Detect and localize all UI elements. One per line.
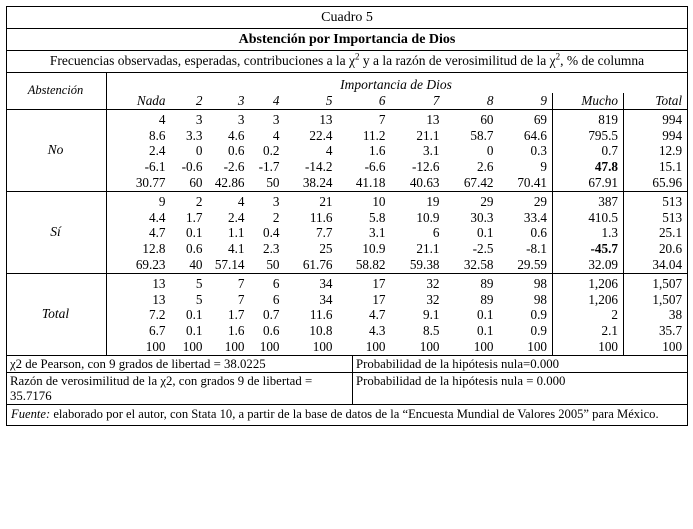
table-cell: 21.1 [416,127,440,143]
table-cell: 30.3 [470,209,494,225]
table-cell: 410.5 [553,210,624,226]
table-cell: 25 [319,241,333,257]
table-cell: 3.1 [423,143,440,159]
table-cell: 34 [319,291,333,307]
table-cell: 0.6 [228,143,245,159]
table-cell: 12.9 [624,143,688,159]
column-header-10: Mucho [553,93,624,109]
table-cell: 4 [158,111,166,127]
table-row [7,109,688,127]
table-cell: 387 [553,191,624,209]
table-cell: 2.1 [553,323,624,339]
table-cell: -2.5 [472,241,494,257]
table-cell: 6.7 [149,323,166,339]
table-cell: 4.7 [149,225,166,241]
table-row [7,225,688,241]
table-cell: 40 [171,257,208,273]
table-cell: 60 [171,175,208,191]
table-cell: 13 [152,291,166,307]
table-cell: 5 [195,275,203,291]
table-cell: 58.7 [470,127,494,143]
table-cell: 9 [540,159,547,175]
table-cell: 2 [553,307,624,323]
table-cell: -2.6 [223,159,245,175]
column-header-11: Total [624,93,688,109]
table-cell: 1,206 [553,273,624,291]
table-cell: 0.7 [553,143,624,159]
table-cell: 98 [533,291,547,307]
table-cell: 1.7 [186,209,203,225]
table-cell: 21 [319,193,333,209]
table-cell: 38 [624,307,688,323]
table-cell: 40.63 [391,175,445,191]
table-cell: 0.9 [530,323,547,339]
footnote-label: Fuente: [11,407,51,422]
table-cell: 5.8 [369,209,386,225]
table-cell: 34.04 [624,257,688,273]
stats-table [6,356,688,427]
group-label: No [7,109,107,191]
table-cell: 10.9 [416,209,440,225]
table-cell: 1.7 [228,307,245,323]
table-cell: 33.4 [523,209,547,225]
table-cell: 50 [250,175,285,191]
table-cell: 6 [272,275,280,291]
table-cell: 2 [195,193,203,209]
table-cell: 1.6 [369,143,386,159]
table-cell: 38.24 [285,175,338,191]
table-cell: 64.6 [523,127,547,143]
table-row [7,339,688,355]
table-cell: 70.41 [499,175,553,191]
group-label: Sí [7,191,107,273]
table-row [7,128,688,144]
table-cell: 6 [272,291,280,307]
table-cell: 7 [237,275,245,291]
table-cell: -14.2 [305,159,333,175]
table-cell: 57.14 [208,257,250,273]
table-cell: 3 [237,111,245,127]
table-cell: 1,507 [624,273,688,291]
pearson-stat: χ2 de Pearson, con 9 grados de libertad = 38.0225 [7,356,353,373]
table-cell: 0.3 [530,143,547,159]
table-cell: 0.1 [186,307,203,323]
column-header-3: 3 [208,93,250,109]
table-cell: 4.3 [369,323,386,339]
table-cell: 0.6 [263,323,280,339]
table-cell: 4.4 [149,209,166,225]
table-cell: 10.8 [309,323,333,339]
table-cell: -8.1 [526,241,547,257]
table-cell: 11.6 [309,307,333,323]
table-cell: 6 [432,225,440,241]
table-cell: 3 [195,111,203,127]
table-cell: 0.9 [530,307,547,323]
table-cell: 11.2 [362,127,386,143]
table-cell: 29 [480,193,494,209]
table-cell: 100 [624,339,688,355]
lr-stat: Razón de verosimilitud de la χ2, con grados 9 de libertad = 35.7176 [7,373,353,405]
table-row [7,175,688,191]
group-header: Importancia de Dios [107,73,688,94]
row-header-abstencion: Abstención [7,73,107,110]
table-cell: 819 [553,109,624,127]
table-cell: 2.4 [228,209,245,225]
column-header-5: 5 [285,93,338,109]
table-cell: 0 [486,143,494,159]
table-cell: 3 [272,193,280,209]
table-cell: 67.91 [553,175,624,191]
table-cell: 2.3 [263,241,280,257]
table-cell: 35.7 [624,323,688,339]
table-cell: 65.96 [624,175,688,191]
table-cell: 7 [237,291,245,307]
table-cell: 2 [272,209,280,225]
table-caption: Cuadro 5 [7,7,688,29]
table-cell: 34 [319,275,333,291]
table-cell: 15.1 [624,159,688,175]
pearson-prob: Probabilidad de la hipótesis nula=0.000 [353,356,688,373]
table-cell: 994 [624,128,688,144]
table-cell: 21.1 [416,241,440,257]
table-cell: 59.38 [391,257,445,273]
table-cell: 4.1 [228,241,245,257]
table-cell: 3 [272,111,280,127]
table-cell: 29 [533,193,547,209]
table-cell: 513 [624,191,688,209]
table-cell: -6.6 [364,159,386,175]
table-cell: 89 [480,291,494,307]
table-cell: 10.9 [362,241,386,257]
table-cell: 0.1 [477,307,494,323]
table-cell: 0.2 [263,143,280,159]
table-row [7,323,688,339]
column-header-2: 2 [171,93,208,109]
table-cell: 4 [237,193,245,209]
table-row [7,191,688,209]
table-row [7,159,688,175]
table-cell: 7.2 [149,307,166,323]
table-cell: 5 [195,291,203,307]
column-header-row [7,93,688,109]
table-cell: 20.6 [624,241,688,257]
table-cell: 4 [272,127,280,143]
table-row [7,292,688,308]
table-cell: 1.6 [228,323,245,339]
table-cell: 100 [285,339,338,355]
table-cell: 100 [107,339,171,355]
table-cell: 13 [426,111,440,127]
data-table [6,6,688,356]
table-row [7,257,688,273]
table-cell: 0.1 [477,323,494,339]
column-header-1: Nada [107,93,171,109]
table-cell: 0.1 [186,323,203,339]
table-cell: 100 [445,339,499,355]
table-cell: 30.77 [107,175,171,191]
group-label: Total [7,273,107,355]
table-subtitle: Frecuencias observadas, esperadas, contribuciones a la $\chi^2$ y a la razón de verosimilitud de la $\chi^2$, % de columna [7,51,688,73]
table-cell: 69.23 [107,257,171,273]
table-cell: 100 [553,339,624,355]
table-cell: 29.59 [499,257,553,273]
table-cell: 98 [533,275,547,291]
table-cell: 4.6 [228,127,245,143]
table-cell: 795.5 [553,128,624,144]
table-cell: -6.1 [144,159,166,175]
table-row [7,210,688,226]
table-cell: 9 [158,193,166,209]
table-cell: 1.1 [228,225,245,241]
table-cell: 19 [426,193,440,209]
table-cell: 41.18 [338,175,391,191]
table-cell: 60 [480,111,494,127]
table-cell: 17 [372,291,386,307]
table-cell: 58.82 [338,257,391,273]
table-cell: 32.58 [445,257,499,273]
table-cell: 25.1 [624,225,688,241]
table-cell: 7 [378,111,386,127]
table-cell: 13 [319,111,333,127]
table-cell: 9.1 [423,307,440,323]
column-header-7: 7 [391,93,445,109]
table-cell: 17 [372,275,386,291]
table-cell: 50 [250,257,285,273]
column-header-9: 9 [499,93,553,109]
table-cell: -0.6 [181,159,203,175]
table-cell: 0.6 [530,225,547,241]
table-cell: 67.42 [445,175,499,191]
table-cell: 32 [426,291,440,307]
lr-prob: Probabilidad de la hipótesis nula = 0.000 [353,373,688,405]
table-cell: 11.6 [309,209,333,225]
table-cell: -1.7 [258,159,280,175]
table-cell: 100 [208,339,250,355]
table-cell: 69 [533,111,547,127]
footnote-text: elaborado por el autor, con Stata 10, a partir de la base de datos de la “Encuesta Mundial de Valores 2005” para México. [50,407,659,422]
table-cell: 32 [426,275,440,291]
table-cell: 42.86 [208,175,250,191]
table-cell: 8.6 [149,127,166,143]
table-row [7,143,688,159]
table-row [7,273,688,291]
table-cell: 7.7 [316,225,333,241]
table-cell: 3.3 [186,127,203,143]
table-title: Abstención por Importancia de Dios [7,29,688,51]
table-cell: 1,507 [624,292,688,308]
table-cell: 994 [624,109,688,127]
table-cell: 3.1 [369,225,386,241]
table-cell: 100 [171,339,208,355]
table-cell: 22.4 [309,127,333,143]
table-cell: 8.5 [423,323,440,339]
table-cell: 0.6 [186,241,203,257]
table-cell: -45.7 [553,241,624,257]
table-cell: 32.09 [553,257,624,273]
table-cell: 1,206 [553,292,624,308]
table-cell: 89 [480,275,494,291]
table-frame [6,6,687,426]
table-cell: 4 [325,143,333,159]
table-cell: 61.76 [285,257,338,273]
table-cell: 100 [250,339,285,355]
table-cell: 10 [372,193,386,209]
column-header-4: 4 [250,93,285,109]
table-cell: 12.8 [142,241,166,257]
table-cell: 0.4 [263,225,280,241]
table-cell: 0.7 [263,307,280,323]
column-header-6: 6 [338,93,391,109]
table-cell: -12.6 [412,159,440,175]
table-cell: 1.3 [553,225,624,241]
table-row [7,307,688,323]
table-cell: 100 [338,339,391,355]
table-cell: 13 [152,275,166,291]
table-cell: 513 [624,210,688,226]
table-cell: 100 [499,339,553,355]
column-header-8: 8 [445,93,499,109]
source-footnote [7,405,688,426]
table-cell: 100 [391,339,445,355]
table-cell: 0.1 [186,225,203,241]
table-cell: 2.6 [477,159,494,175]
table-cell: 47.8 [553,159,624,175]
table-cell: 4.7 [369,307,386,323]
table-cell: 2.4 [149,143,166,159]
table-cell: 0.1 [477,225,494,241]
table-row [7,241,688,257]
table-cell: 0 [195,143,203,159]
